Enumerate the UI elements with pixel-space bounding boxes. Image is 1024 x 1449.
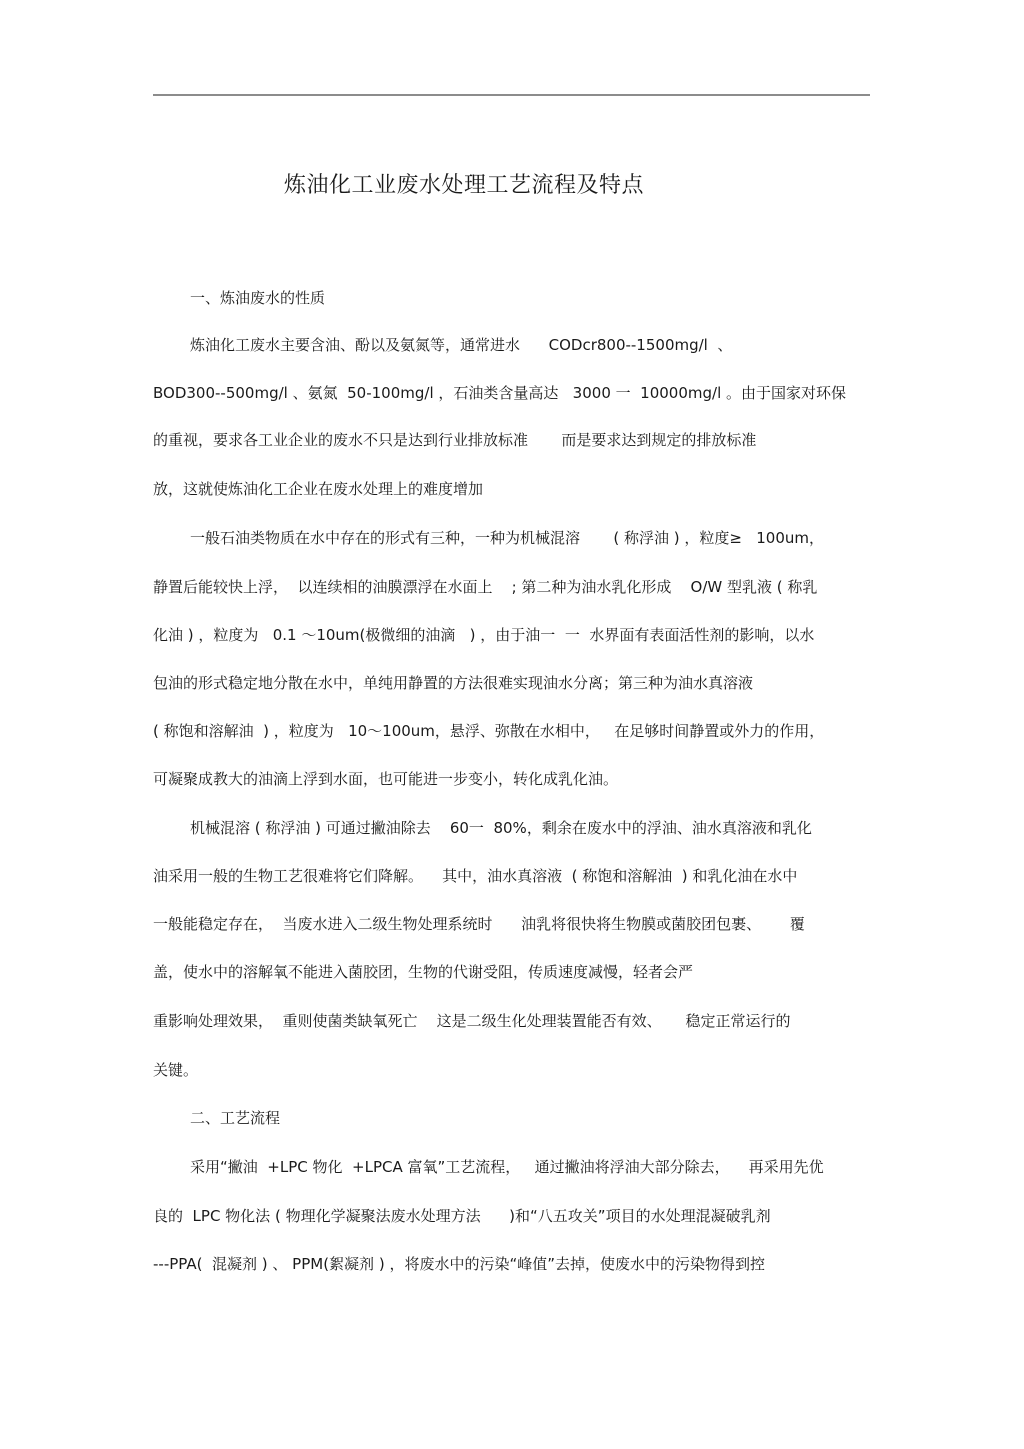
paragraph-line: 一般石油类物质在水中存在的形式有三种，一种为机械混溶 ( 称浮油 ) ，粒度≥ 100um， xyxy=(190,529,825,547)
paragraph-line: 静置后能较快上浮， 以连续相的油膜漂浮在水面上 ; 第二种为油水乳化形成 O/W 型乳液 ( 称乳 xyxy=(153,578,818,596)
header-rule xyxy=(153,94,870,96)
paragraph-line: 重影响处理效果， 重则使菌类缺氧死亡 这是二级生化处理装置能否有效、 稳定正常运行的 xyxy=(153,1012,791,1030)
paragraph-line: 良的 LPC 物化法 ( 物理化学凝聚法废水处理方法 )和“八五攻关”项目的水处理混凝破乳剂 xyxy=(153,1207,771,1225)
paragraph-line: ( 称饱和溶解油 ) ，粒度为 10～100um，悬浮、弥散在水相中， 在足够时间静置或外力的作用， xyxy=(153,722,825,740)
paragraph-line: ---PPA( 混凝剂 ) 、 PPM(絮凝剂 ) ，将废水中的污染“峰值”去掉，使废水中的污染物得到控 xyxy=(153,1255,765,1273)
paragraph-line: BOD300--500mg/l 、氨氮 50-100mg/l ，石油类含量高达 3000 一 10000mg/l 。由于国家对环保 xyxy=(153,384,847,402)
paragraph-line: 包油的形式稳定地分散在水中，单纯用静置的方法很难实现油水分离；第三种为油水真溶液 xyxy=(153,674,754,692)
paragraph-line: 化油 ) ，粒度为 0.1 ～10um(极微细的油滴 ) ，由于油一 一 水界面有表面活性剂的影响，以水 xyxy=(153,626,815,644)
paragraph-line: 采用“撇油 +LPC 物化 +LPCA 富氧”工艺流程， 通过撇油将浮油大部分除去， 再采用先优 xyxy=(190,1158,824,1176)
paragraph-line: 可凝聚成教大的油滴上浮到水面，也可能进一步变小，转化成乳化油。 xyxy=(153,770,619,788)
paragraph-line: 一般能稳定存在， 当废水进入二级生物处理系统时 油乳将很快将生物膜或菌胶团包裹、 覆 xyxy=(153,915,805,933)
section-heading-2: 二、工艺流程 xyxy=(190,1109,281,1127)
paragraph-line: 盖，使水中的溶解氧不能进入菌胶团，生物的代谢受阻，传质速度减慢，轻者会严 xyxy=(153,963,694,981)
paragraph-line: 机械混溶 ( 称浮油 ) 可通过撇油除去 60一 80%，剩余在废水中的浮油、油水真溶液和乳化 xyxy=(190,819,812,837)
paragraph-line: 放，这就使炼油化工企业在废水处理上的难度增加 xyxy=(153,480,484,498)
paragraph-line: 的重视，要求各工业企业的废水不只是达到行业排放标准 而是要求达到规定的排放标准 xyxy=(153,431,757,449)
paragraph-line: 关键。 xyxy=(153,1061,199,1079)
document-title: 炼油化工业废水处理工艺流程及特点 xyxy=(284,173,645,198)
paragraph-line: 油采用一般的生物工艺很难将它们降解。 其中，油水真溶液 ( 称饱和溶解油 ) 和乳化油在水中 xyxy=(153,867,798,885)
section-heading-1: 一、炼油废水的性质 xyxy=(190,289,326,307)
paragraph-line: 炼油化工废水主要含油、酚以及氨氮等，通常进水 CODcr800--1500mg/l 、 xyxy=(190,336,733,354)
